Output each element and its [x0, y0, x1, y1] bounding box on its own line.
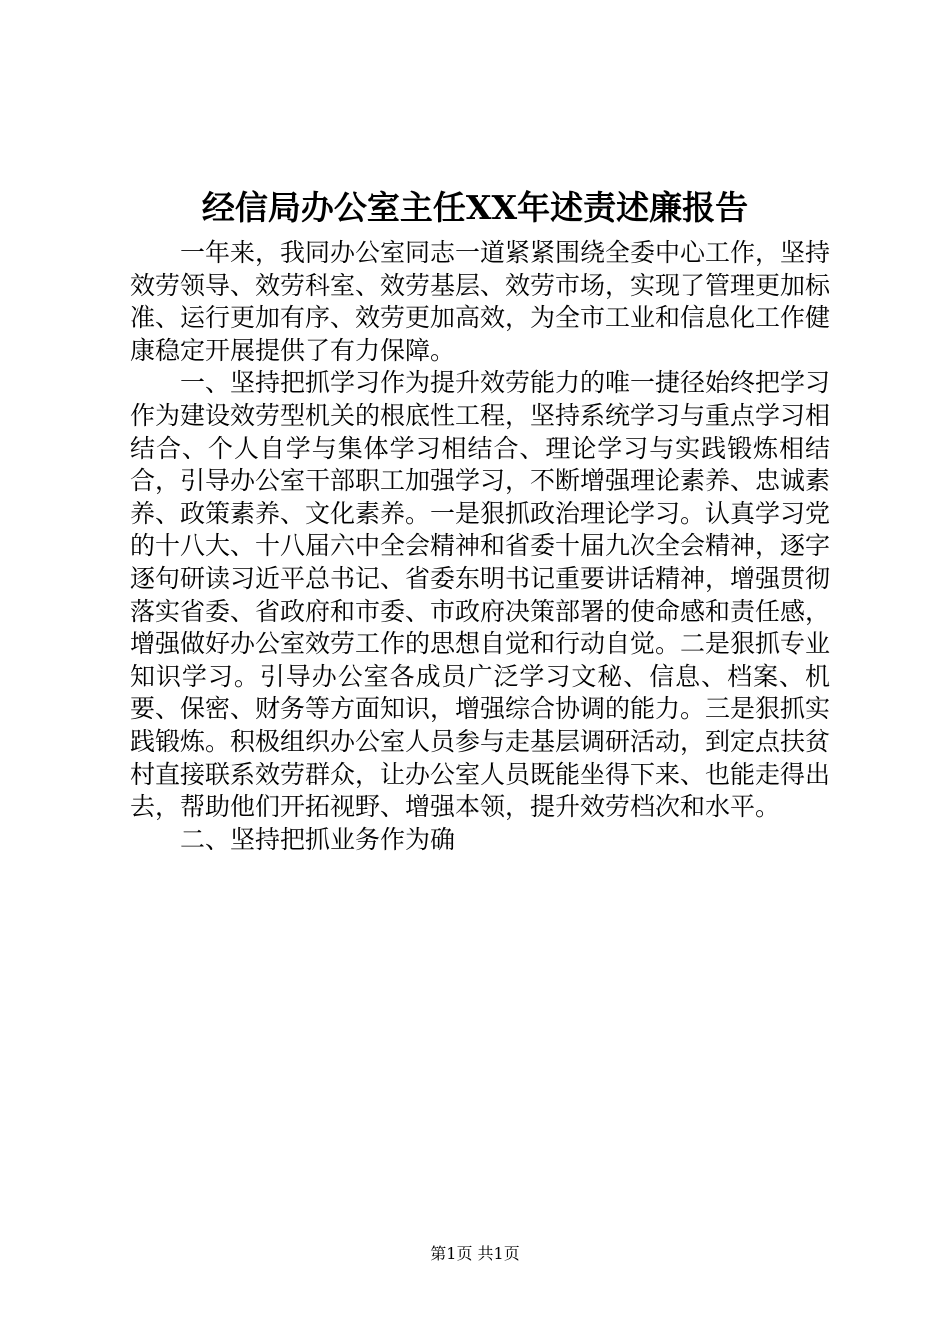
document-body — [130, 237, 830, 856]
paragraph-intro: 一年来，我同办公室同志一道紧紧围绕全委中心工作，坚持效劳领导、效劳科室、效劳基层、效劳市场，实现了管理更加标准、运行更加有序、效劳更加高效，为全市工业和信息化工作健康稳定开展提供了有力保障。 — [130, 238, 831, 365]
page-number-footer: 第1页 共1页 — [430, 1244, 520, 1263]
paragraph-section-one: 一、坚持把抓学习作为提升效劳能力的唯一捷径始终把学习作为建设效劳型机关的根底性工程，坚持系统学习与重点学习相结合、个人自学与集体学习相结合、理论学习与实践锻炼相结合，引导办公室干部职工加强学习，不断增强理论素养、忠诚素养、政策素养、文化素养。一是狠抓政治理论学习。认真学习党的十八大、十八届六中全会精神和省委十届九次全会精神，逐字逐句研读习近平总书记、省委东明书记重要讲话精神，增强贯彻落实省委、省政府和市委、市政府决策部署的使命感和责任感，增强做好办公室效劳工作的思想自觉和行动自觉。二是狠抓专业知识学习。引导办公室各成员广泛学习文秘、信息、档案、机要、保密、财务等方面知识，增强综合协调的能力。三是狠抓实践锻炼。积极组织办公室人员参与走基层调研活动，到定点扶贫村直接联系效劳群众，让办公室人员既能坐得下来、也能走得出去，帮助他们开拓视野、增强本领，提升效劳档次和水平。 — [130, 368, 831, 822]
paragraph-section-two: 二、坚持把抓业务作为确 — [180, 824, 456, 854]
document-title: 经信局办公室主任XX年述责述廉报告 — [201, 188, 749, 227]
